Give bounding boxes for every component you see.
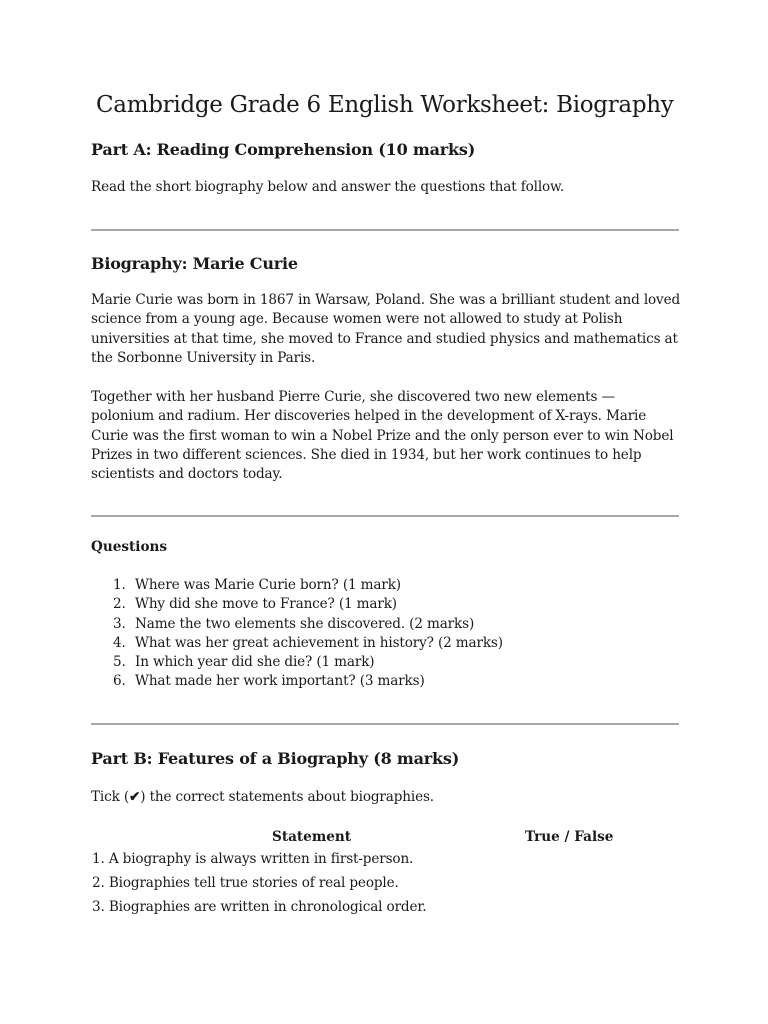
question-number: 4.	[113, 634, 126, 651]
part-b-heading: Part B: Features of a Biography (8 marks)	[91, 749, 460, 768]
question-number: 6.	[113, 673, 126, 690]
question-text: Name the two elements she discovered. (2 marks)	[135, 615, 475, 632]
question-text: What made her work important? (3 marks)	[135, 673, 425, 690]
column-header-statement: Statement	[272, 829, 352, 845]
instruction-text-before: Tick (	[91, 789, 129, 805]
divider	[91, 229, 679, 231]
question-text: Where was Marie Curie born? (1 mark)	[135, 577, 401, 593]
question-text: What was her great achievement in history? (2 marks)	[135, 634, 503, 651]
column-header-true-false: True / False	[525, 829, 614, 845]
question-number: 2.	[113, 596, 126, 613]
biography-heading: Biography: Marie Curie	[91, 254, 298, 273]
statement-row: 3. Biographies are written in chronological order.	[92, 899, 427, 915]
question-number: 5.	[113, 654, 126, 671]
part-b-instruction	[91, 788, 681, 807]
biography-paragraph-1: Marie Curie was born in 1867 in Warsaw, Poland. She was a brilliant student and loved science from a young age. Because women were not allowed to study at Polish universities at that time, she moved to France and studied physics and mathematics at the Sorbonne University in Paris.	[91, 292, 681, 366]
part-a-heading: Part A: Reading Comprehension (10 marks)	[91, 140, 476, 159]
statement-row: 2. Biographies tell true stories of real people.	[92, 875, 399, 891]
question-number: 3.	[113, 615, 126, 632]
question-text: Why did she move to France? (1 mark)	[135, 596, 397, 613]
statement-row: 1. A biography is always written in first-person.	[92, 851, 414, 867]
instruction-text-after: ) the correct statements about biographies.	[140, 789, 434, 805]
part-a-instruction: Read the short biography below and answer the questions that follow.	[91, 179, 565, 195]
worksheet-title: Cambridge Grade 6 English Worksheet: Biography	[96, 92, 674, 118]
questions-list	[113, 576, 503, 692]
question-item	[113, 595, 503, 614]
divider	[91, 723, 679, 725]
divider	[91, 515, 679, 517]
question-item	[113, 615, 503, 634]
question-number: 1.	[113, 577, 126, 593]
question-text: In which year did she die? (1 mark)	[135, 654, 375, 671]
question-item	[113, 653, 503, 672]
tick-icon: ✔	[129, 789, 141, 805]
questions-heading: Questions	[91, 539, 168, 555]
question-item	[113, 576, 503, 595]
question-item	[113, 672, 503, 691]
biography-paragraph-2: Together with her husband Pierre Curie, she discovered two new elements — polonium and radium. Her discoveries helped in the development of X-rays. Marie Curie was the first woman to win a Nobel Prize and the only person ever to win Nobel Prizes in two different sciences. She died in 1934, but her work continues to help scientists and doctors today.	[91, 389, 674, 483]
question-item	[113, 634, 503, 653]
